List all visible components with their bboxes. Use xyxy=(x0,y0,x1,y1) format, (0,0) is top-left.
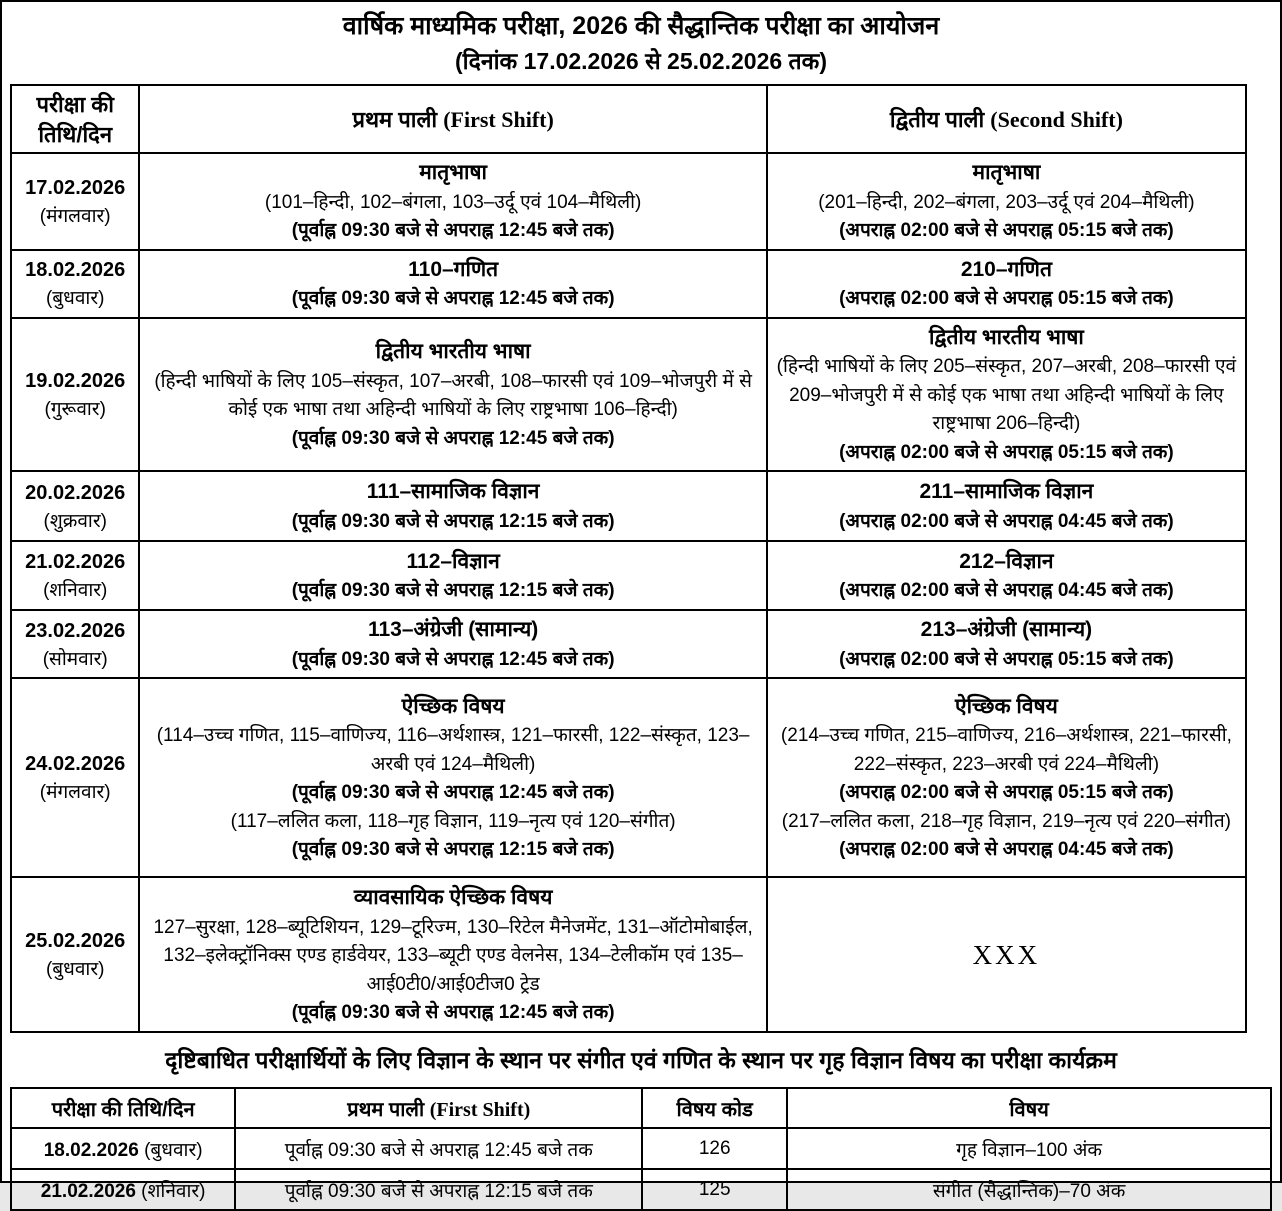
blind-candidates-note: दृष्टिबाधित परीक्षार्थियों के लिए विज्ञान के स्थान पर संगीत एवं गणित के स्थान पर गृह विज्ञान विषय का परीक्षा कार्यक्रम xyxy=(165,1047,1117,1074)
second-shift-label-hindi: द्वितीय पाली xyxy=(889,107,985,133)
exam-date: 17.02.2026 xyxy=(25,177,126,200)
date-cell xyxy=(11,678,139,877)
second-shift-cell xyxy=(767,471,1246,541)
date-cell xyxy=(11,1128,235,1169)
header-row xyxy=(11,85,1246,153)
exam-date: 18.02.2026 xyxy=(43,1139,145,1161)
exam-date: 24.02.2026 xyxy=(25,753,126,776)
cell-line: (117–ललित कला, 118–गृह विज्ञान, 119–नृत्य एवं 120–संगीत) xyxy=(230,810,676,832)
subject-code-cell: 126 xyxy=(642,1128,787,1169)
cell-line: (101–हिन्दी, 102–बंगला, 103–उर्दू एवं 104–मैथिली) xyxy=(264,191,642,213)
first-shift-cell xyxy=(139,153,766,250)
cell-line: (201–हिन्दी, 202–बंगला, 203–उर्दू एवं 204–मैथिली) xyxy=(818,191,1195,213)
cell-line: (214–उच्च गणित, 215–वाणिज्य, 216–अर्थशास्त्र, 221–फारसी, 222–संस्कृत, 223–अरबी एवं 224–मैथिली) xyxy=(780,725,1232,775)
cell-line: 213–अंग्रेजी (सामान्य) xyxy=(920,618,1093,642)
cell-line: (अपराह्न 02:00 बजे से अपराह्न 04:45 बजे तक) xyxy=(839,510,1174,532)
cell-line: (पूर्वाह्न 09:30 बजे से अपराह्न 12:45 बजे तक) xyxy=(291,1002,615,1023)
cell-line: (पूर्वाह्न 09:30 बजे से अपराह्न 12:15 बजे तक) xyxy=(291,510,615,532)
exam-date: 23.02.2026 xyxy=(25,619,126,642)
cell-line: (हिन्दी भाषियों के लिए 205–संस्कृत, 207–अरबी, 208–फारसी एवं 209–भोजपुरी में से कोई एक भाषा तथा अहिन्दी भाषियों के लिए राष्ट्रभाषा 206–हिन्दी) xyxy=(776,356,1237,435)
cell-line: 112–विज्ञान xyxy=(406,549,500,573)
first-shift-label-hindi: प्रथम पाली xyxy=(352,107,438,133)
second-shift-cell xyxy=(767,153,1246,250)
cell-line: (पूर्वाह्न 09:30 बजे से अपराह्न 12:45 बजे तक) xyxy=(291,782,615,804)
table-row xyxy=(11,1169,1271,1210)
cell-line: (अपराह्न 02:00 बजे से अपराह्न 05:15 बजे तक) xyxy=(839,782,1174,804)
first-shift-cell xyxy=(139,877,766,1032)
title-block xyxy=(10,6,1272,84)
blind-candidates-table xyxy=(10,1087,1272,1211)
cell-line: 210–गणित xyxy=(960,257,1052,281)
table-row xyxy=(11,610,1246,678)
cell-line: मातृभाषा xyxy=(972,161,1041,185)
cell-line: 212–विज्ञान xyxy=(959,549,1054,573)
cell-line: (पूर्वाह्न 09:30 बजे से अपराह्न 12:15 बजे तक) xyxy=(291,839,615,861)
cell-line: (अपराह्न 02:00 बजे से अपराह्न 05:15 बजे तक) xyxy=(839,220,1174,242)
cell-line: 110–गणित xyxy=(408,257,499,281)
date-cell xyxy=(11,318,139,472)
cell-line: (अपराह्न 02:00 बजे से अपराह्न 04:45 बजे तक) xyxy=(839,580,1174,602)
second-shift-cell xyxy=(767,318,1246,472)
second-shift-cell xyxy=(767,877,1246,1032)
second-shift-cell xyxy=(767,610,1246,678)
cell-line: 211–सामाजिक विज्ञान xyxy=(919,480,1094,504)
shift-time-cell: पूर्वाह्न 09:30 बजे से अपराह्न 12:15 बजे तक xyxy=(235,1169,642,1210)
table-row xyxy=(11,1128,1271,1169)
col-header-subject-code: विषय कोड xyxy=(642,1088,787,1128)
cell-line: द्वितीय भारतीय भाषा xyxy=(928,325,1084,349)
exam-day: (शुक्रवार) xyxy=(43,510,107,532)
subject-cell: गृह विज्ञान–100 अंक xyxy=(787,1128,1271,1169)
first-shift-label-english: (First Shift) xyxy=(429,1098,531,1121)
table-row xyxy=(11,471,1246,541)
col-header-second-shift xyxy=(767,85,1246,153)
col-header-date-day: परीक्षा की तिथि/दिन xyxy=(11,1088,235,1128)
second-shift-cell xyxy=(767,250,1246,318)
cell-line: (पूर्वाह्न 09:30 बजे से अपराह्न 12:45 बजे तक) xyxy=(291,427,615,449)
cell-line: (पूर्वाह्न 09:30 बजे से अपराह्न 12:45 बजे तक) xyxy=(291,220,615,242)
table-row xyxy=(11,250,1246,318)
first-shift-cell xyxy=(139,250,766,318)
header-row xyxy=(11,1088,1271,1128)
first-shift-cell xyxy=(139,678,766,877)
exam-date: 18.02.2026 xyxy=(25,259,126,282)
cell-line: (अपराह्न 02:00 बजे से अपराह्न 05:15 बजे तक) xyxy=(839,648,1174,670)
table-row xyxy=(11,678,1246,877)
exam-schedule-table xyxy=(10,84,1247,1033)
first-shift-cell xyxy=(139,318,766,472)
cell-line: 113–अंग्रेजी (सामान्य) xyxy=(367,618,539,642)
cell-line: ऐच्छिक विषय xyxy=(954,694,1058,718)
cell-line: व्यावसायिक ऐच्छिक विषय xyxy=(353,886,553,909)
exam-day: (सोमवार) xyxy=(42,648,108,670)
exam-date: 20.02.2026 xyxy=(25,481,126,504)
cell-line: (पूर्वाह्न 09:30 बजे से अपराह्न 12:15 बजे तक) xyxy=(291,580,615,602)
shift-time-cell: पूर्वाह्न 09:30 बजे से अपराह्न 12:45 बजे तक xyxy=(235,1128,642,1169)
date-cell xyxy=(11,153,139,250)
exam-date: 21.02.2026 xyxy=(25,551,126,574)
cell-line: (पूर्वाह्न 09:30 बजे से अपराह्न 12:45 बजे तक) xyxy=(291,648,615,670)
second-shift-cell xyxy=(767,678,1246,877)
col-header-subject: विषय xyxy=(787,1088,1271,1128)
cell-line: (114–उच्च गणित, 115–वाणिज्य, 116–अर्थशास्त्र, 121–फारसी, 122–संस्कृत, 123–अरबी एवं 124–मैथिली) xyxy=(156,725,750,775)
col-header-date: परीक्षा की तिथि/दिन xyxy=(11,85,139,153)
exam-day: (गुरूवार) xyxy=(44,399,106,421)
table-row xyxy=(11,541,1246,610)
cell-line: (हिन्दी भाषियों के लिए 105–संस्कृत, 107–अरबी, 108–फारसी एवं 109–भोजपुरी में से कोई एक भाषा तथा अहिन्दी भाषियों के लिए राष्ट्रभाषा 106–हिन्दी) xyxy=(154,370,752,420)
cell-line: ऐच्छिक विषय xyxy=(401,694,505,718)
exam-date: 21.02.2026 xyxy=(40,1180,142,1202)
exam-day: (बुधवार) xyxy=(45,288,105,310)
cell-line: (अपराह्न 02:00 बजे से अपराह्न 05:15 बजे तक) xyxy=(839,441,1174,463)
cell-line: 111–सामाजिक विज्ञान xyxy=(366,480,540,504)
exam-day: (बुधवार) xyxy=(144,1139,203,1161)
table-row xyxy=(11,877,1246,1032)
exam-date: 25.02.2026 xyxy=(25,930,126,953)
subject-code-cell: 125 xyxy=(642,1169,787,1210)
first-shift-cell xyxy=(139,541,766,610)
no-exam-marker: XXX xyxy=(972,939,1041,970)
subject-cell: संगीत (सैद्धान्तिक)–70 अंक xyxy=(787,1169,1271,1210)
cell-line: मातृभाषा xyxy=(419,161,487,185)
page-subtitle: (दिनांक 17.02.2026 से 25.02.2026 तक) xyxy=(455,47,827,74)
second-shift-cell xyxy=(767,541,1246,610)
exam-day: (मंगलवार) xyxy=(39,206,111,228)
date-cell xyxy=(11,471,139,541)
date-cell xyxy=(11,250,139,318)
cell-line: (पूर्वाह्न 09:30 बजे से अपराह्न 12:45 बजे तक) xyxy=(291,288,615,310)
table-row xyxy=(11,153,1246,250)
date-cell xyxy=(11,1169,235,1210)
col-header-first-shift xyxy=(139,85,766,153)
second-shift-label-english: (Second Shift) xyxy=(990,107,1123,133)
first-shift-cell xyxy=(139,471,766,541)
exam-date: 19.02.2026 xyxy=(25,370,126,393)
cell-line: (217–ललित कला, 218–गृह विज्ञान, 219–नृत्य एवं 220–संगीत) xyxy=(781,810,1232,832)
col-header-first-shift xyxy=(235,1088,642,1128)
page-title: वार्षिक माध्यमिक परीक्षा, 2026 की सैद्धान्तिक परीक्षा का आयोजन xyxy=(342,12,940,40)
date-cell xyxy=(11,877,139,1032)
first-shift-label-hindi: प्रथम पाली xyxy=(347,1098,425,1121)
exam-day: (शनिवार) xyxy=(43,580,108,602)
cell-line: द्वितीय भारतीय भाषा xyxy=(375,340,531,363)
cell-line: (अपराह्न 02:00 बजे से अपराह्न 04:45 बजे तक) xyxy=(839,839,1174,861)
cell-line: (अपराह्न 02:00 बजे से अपराह्न 05:15 बजे तक) xyxy=(839,288,1174,310)
date-cell xyxy=(11,610,139,678)
date-cell xyxy=(11,541,139,610)
first-shift-cell xyxy=(139,610,766,678)
exam-day: (मंगलवार) xyxy=(39,782,111,804)
cell-line: 127–सुरक्षा, 128–ब्यूटिशियन, 129–टूरिज्म, 130–रिटेल मैनेजमेंट, 131–ऑटोमोबाईल, 132–इलेक्ट्रॉनिक्स एण्ड हार्डवेयर, 133–ब्यूटी एण्ड वेलनेस, 134–टेलीकॉम एवं 135–आई0टी0/आई0टीज0 ट्रेड xyxy=(153,916,753,995)
table-row xyxy=(11,318,1246,472)
exam-day: (शनिवार) xyxy=(141,1180,206,1202)
first-shift-label-english: (First Shift) xyxy=(443,107,554,133)
exam-day: (बुधवार) xyxy=(45,959,105,981)
